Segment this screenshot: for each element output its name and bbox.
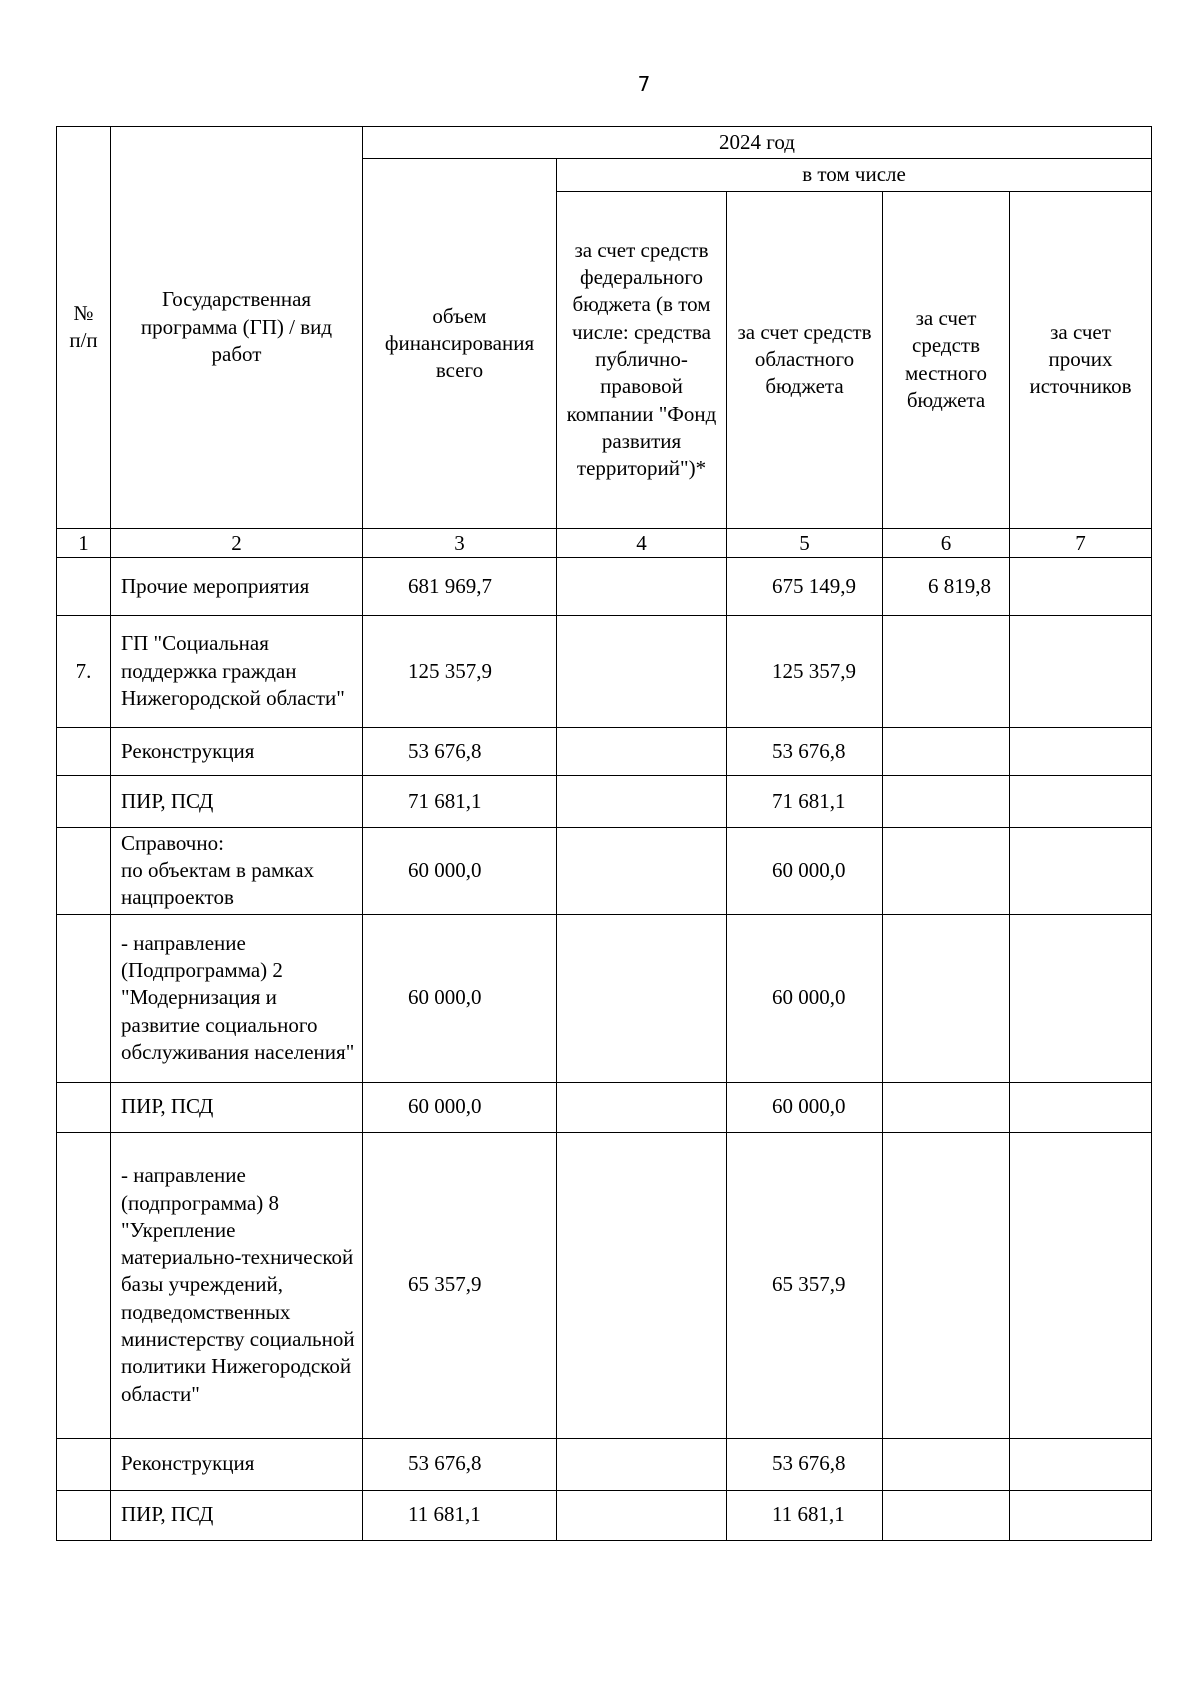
row-number [57, 727, 111, 775]
other-amount [1010, 727, 1152, 775]
row-number [57, 1438, 111, 1490]
program-name: ПИР, ПСД [111, 1490, 363, 1540]
regional-amount: 60 000,0 [727, 827, 883, 914]
column-number: 4 [557, 528, 727, 557]
column-numbers-row [57, 528, 1152, 557]
header-col-num: № п/п [57, 127, 111, 529]
local-amount [883, 1438, 1010, 1490]
row-number [57, 557, 111, 615]
program-name: Прочие мероприятия [111, 557, 363, 615]
row-number [57, 775, 111, 827]
financing-table [56, 126, 1152, 1541]
total-amount: 125 357,9 [363, 615, 557, 727]
federal-amount [557, 827, 727, 914]
table-row [57, 1490, 1152, 1540]
other-amount [1010, 775, 1152, 827]
local-amount [883, 1132, 1010, 1438]
federal-amount [557, 1132, 727, 1438]
local-amount: 6 819,8 [883, 557, 1010, 615]
program-name: Реконструкция [111, 727, 363, 775]
header-col-other: за счет прочих источников [1010, 191, 1152, 528]
local-amount [883, 615, 1010, 727]
local-amount [883, 1082, 1010, 1132]
row-number [57, 1082, 111, 1132]
header-col-federal: за счет средств федерального бюджета (в том числе: средства публично-правовой компании "Фонд развития территорий")* [557, 191, 727, 528]
header-including: в том числе [557, 159, 1152, 191]
header-col-regional: за счет средств областного бюджета [727, 191, 883, 528]
federal-amount [557, 1082, 727, 1132]
regional-amount: 65 357,9 [727, 1132, 883, 1438]
table-row [57, 727, 1152, 775]
program-name: ГП "Социальная поддержка граждан Нижегородской области" [111, 615, 363, 727]
other-amount [1010, 827, 1152, 914]
total-amount: 53 676,8 [363, 727, 557, 775]
table-row [57, 775, 1152, 827]
total-amount: 71 681,1 [363, 775, 557, 827]
table-row [57, 1132, 1152, 1438]
other-amount [1010, 1438, 1152, 1490]
local-amount [883, 727, 1010, 775]
table-row [57, 1438, 1152, 1490]
regional-amount: 125 357,9 [727, 615, 883, 727]
table-row [57, 914, 1152, 1082]
federal-amount [557, 1490, 727, 1540]
page-number: 7 [637, 72, 651, 96]
program-name: Реконструкция [111, 1438, 363, 1490]
row-number: 7. [57, 615, 111, 727]
program-name: ПИР, ПСД [111, 1082, 363, 1132]
federal-amount [557, 615, 727, 727]
total-amount: 11 681,1 [363, 1490, 557, 1540]
federal-amount [557, 914, 727, 1082]
total-amount: 681 969,7 [363, 557, 557, 615]
federal-amount [557, 557, 727, 615]
regional-amount: 53 676,8 [727, 727, 883, 775]
total-amount: 60 000,0 [363, 1082, 557, 1132]
regional-amount: 60 000,0 [727, 1082, 883, 1132]
other-amount [1010, 1132, 1152, 1438]
local-amount [883, 1490, 1010, 1540]
local-amount [883, 914, 1010, 1082]
regional-amount: 53 676,8 [727, 1438, 883, 1490]
program-name: - направление (Подпрограмма) 2 "Модернизация и развитие социального обслуживания населения" [111, 914, 363, 1082]
row-number [57, 1132, 111, 1438]
regional-amount: 675 149,9 [727, 557, 883, 615]
header-col-total: объем финансирования всего [363, 159, 557, 528]
local-amount [883, 775, 1010, 827]
table-row [57, 615, 1152, 727]
other-amount [1010, 615, 1152, 727]
header-row-1 [57, 127, 1152, 159]
federal-amount [557, 775, 727, 827]
total-amount: 65 357,9 [363, 1132, 557, 1438]
column-number: 3 [363, 528, 557, 557]
regional-amount: 60 000,0 [727, 914, 883, 1082]
column-number: 6 [883, 528, 1010, 557]
other-amount [1010, 914, 1152, 1082]
header-year: 2024 год [363, 127, 1152, 159]
column-number: 5 [727, 528, 883, 557]
program-name: Справочно: по объектам в рамках нацпроектов [111, 827, 363, 914]
federal-amount [557, 1438, 727, 1490]
table-row [57, 557, 1152, 615]
row-number [57, 827, 111, 914]
header-col-local: за счет средств местного бюджета [883, 191, 1010, 528]
other-amount [1010, 1082, 1152, 1132]
total-amount: 60 000,0 [363, 827, 557, 914]
column-number: 7 [1010, 528, 1152, 557]
table-row [57, 827, 1152, 914]
regional-amount: 71 681,1 [727, 775, 883, 827]
program-name: - направление (подпрограмма) 8 "Укрепление материально-технической базы учреждений, подведомственных министерству социальной политики Нижегородской области" [111, 1132, 363, 1438]
federal-amount [557, 727, 727, 775]
total-amount: 60 000,0 [363, 914, 557, 1082]
header-col-program: Государственная программа (ГП) / вид работ [111, 127, 363, 529]
local-amount [883, 827, 1010, 914]
other-amount [1010, 1490, 1152, 1540]
column-number: 1 [57, 528, 111, 557]
total-amount: 53 676,8 [363, 1438, 557, 1490]
column-number: 2 [111, 528, 363, 557]
other-amount [1010, 557, 1152, 615]
row-number [57, 914, 111, 1082]
row-number [57, 1490, 111, 1540]
program-name: ПИР, ПСД [111, 775, 363, 827]
table-row [57, 1082, 1152, 1132]
regional-amount: 11 681,1 [727, 1490, 883, 1540]
